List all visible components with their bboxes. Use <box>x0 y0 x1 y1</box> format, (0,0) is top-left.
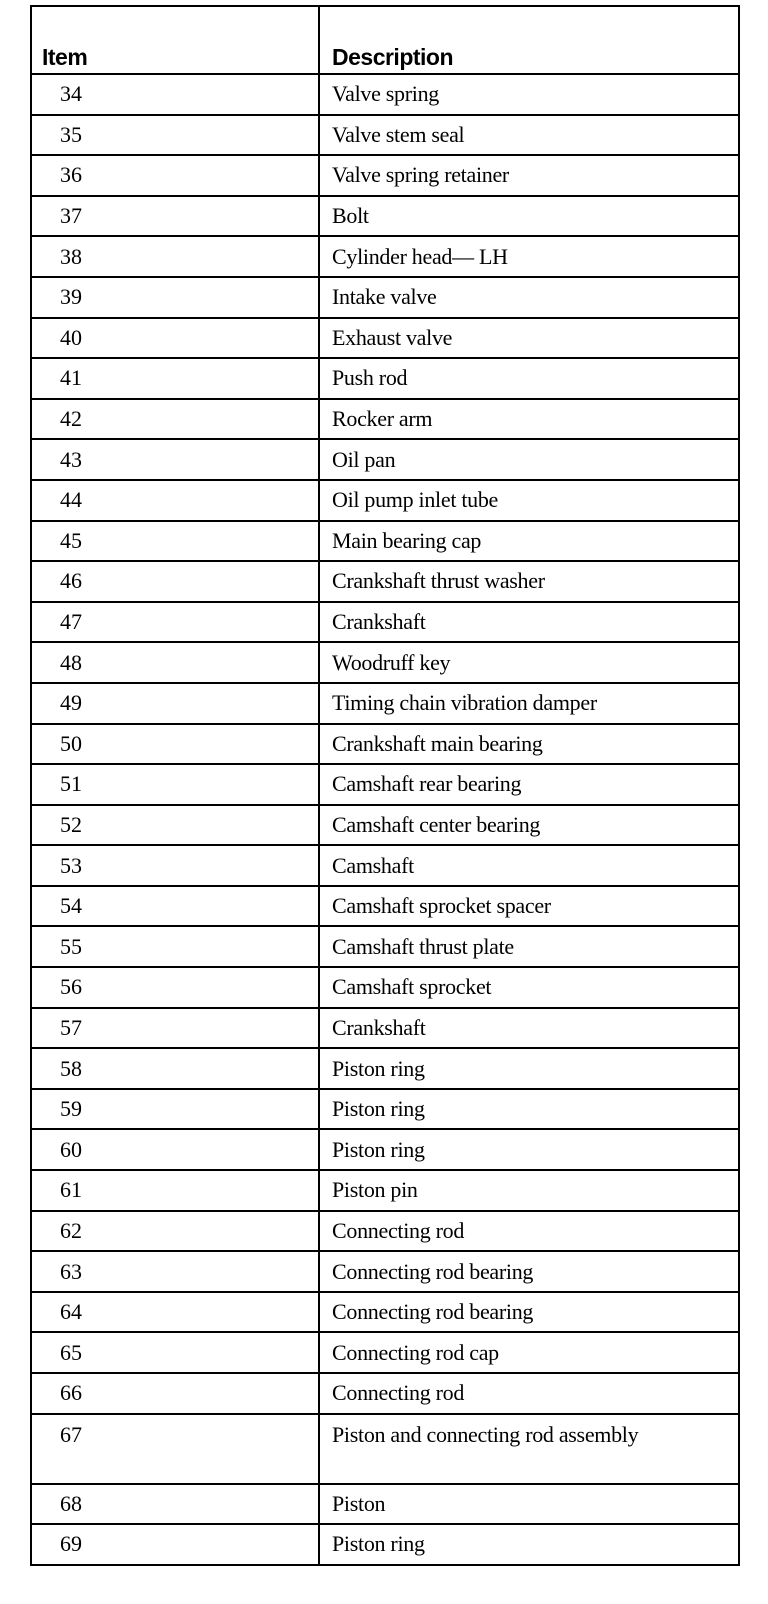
table-row <box>31 1089 739 1130</box>
table-row <box>31 1373 739 1414</box>
table-row <box>31 764 739 805</box>
description-cell: Woodruff key <box>319 642 739 683</box>
description-cell: Connecting rod cap <box>319 1332 739 1373</box>
item-number-cell: 46 <box>31 561 319 602</box>
description-cell: Main bearing cap <box>319 521 739 562</box>
description-cell: Bolt <box>319 196 739 237</box>
table-row <box>31 1484 739 1525</box>
description-cell: Oil pump inlet tube <box>319 480 739 521</box>
item-number-cell: 50 <box>31 724 319 765</box>
table-row <box>31 1170 739 1211</box>
description-cell: Piston ring <box>319 1129 739 1170</box>
table-row <box>31 1129 739 1170</box>
item-number-cell: 57 <box>31 1008 319 1049</box>
table-row <box>31 1332 739 1373</box>
table-row <box>31 399 739 440</box>
description-cell: Piston and connecting rod assembly <box>319 1414 739 1484</box>
item-number-cell: 45 <box>31 521 319 562</box>
parts-table <box>30 5 740 1566</box>
item-number-cell: 56 <box>31 967 319 1008</box>
table-row <box>31 196 739 237</box>
description-cell: Exhaust valve <box>319 318 739 359</box>
item-number-cell: 43 <box>31 439 319 480</box>
table-row <box>31 724 739 765</box>
description-cell: Oil pan <box>319 439 739 480</box>
item-number-cell: 60 <box>31 1129 319 1170</box>
description-cell: Crankshaft main bearing <box>319 724 739 765</box>
description-cell: Connecting rod bearing <box>319 1292 739 1333</box>
description-cell: Camshaft <box>319 845 739 886</box>
table-row <box>31 1048 739 1089</box>
item-number-cell: 51 <box>31 764 319 805</box>
table-row <box>31 1251 739 1292</box>
item-number-cell: 69 <box>31 1524 319 1565</box>
item-number-cell: 66 <box>31 1373 319 1414</box>
description-cell: Push rod <box>319 358 739 399</box>
item-number-cell: 67 <box>31 1414 319 1484</box>
table-row <box>31 74 739 115</box>
table-row <box>31 358 739 399</box>
table-row <box>31 642 739 683</box>
description-cell: Piston pin <box>319 1170 739 1211</box>
table-row <box>31 155 739 196</box>
item-number-cell: 41 <box>31 358 319 399</box>
description-cell: Piston <box>319 1484 739 1525</box>
table-row <box>31 439 739 480</box>
description-cell: Crankshaft thrust washer <box>319 561 739 602</box>
table-row <box>31 683 739 724</box>
item-number-cell: 61 <box>31 1170 319 1211</box>
table-row <box>31 521 739 562</box>
item-number-cell: 34 <box>31 74 319 115</box>
table-row <box>31 845 739 886</box>
description-cell: Valve spring <box>319 74 739 115</box>
table-row <box>31 236 739 277</box>
description-cell: Connecting rod bearing <box>319 1251 739 1292</box>
item-number-cell: 47 <box>31 602 319 643</box>
table-row <box>31 115 739 156</box>
description-cell: Crankshaft <box>319 1008 739 1049</box>
item-number-cell: 36 <box>31 155 319 196</box>
table-row <box>31 805 739 846</box>
item-number-cell: 54 <box>31 886 319 927</box>
item-number-cell: 38 <box>31 236 319 277</box>
item-number-cell: 58 <box>31 1048 319 1089</box>
description-cell: Timing chain vibration damper <box>319 683 739 724</box>
description-cell: Camshaft center bearing <box>319 805 739 846</box>
item-number-cell: 35 <box>31 115 319 156</box>
item-number-cell: 63 <box>31 1251 319 1292</box>
table-body <box>31 74 739 1565</box>
table-row <box>31 318 739 359</box>
description-cell: Camshaft sprocket spacer <box>319 886 739 927</box>
description-cell: Intake valve <box>319 277 739 318</box>
description-cell: Piston ring <box>319 1048 739 1089</box>
table-row <box>31 1414 739 1484</box>
table-row <box>31 886 739 927</box>
table-row <box>31 967 739 1008</box>
item-number-cell: 39 <box>31 277 319 318</box>
description-cell: Connecting rod <box>319 1373 739 1414</box>
description-cell: Camshaft sprocket <box>319 967 739 1008</box>
table-row <box>31 480 739 521</box>
table-row <box>31 277 739 318</box>
item-number-cell: 42 <box>31 399 319 440</box>
column-header-item: Item <box>31 6 319 74</box>
description-cell: Valve stem seal <box>319 115 739 156</box>
item-number-cell: 52 <box>31 805 319 846</box>
table-row <box>31 926 739 967</box>
item-number-cell: 40 <box>31 318 319 359</box>
column-header-description: Description <box>319 6 739 74</box>
item-number-cell: 55 <box>31 926 319 967</box>
description-cell: Valve spring retainer <box>319 155 739 196</box>
description-cell: Piston ring <box>319 1524 739 1565</box>
description-cell: Camshaft rear bearing <box>319 764 739 805</box>
item-number-cell: 65 <box>31 1332 319 1373</box>
item-number-cell: 64 <box>31 1292 319 1333</box>
table-row <box>31 1211 739 1252</box>
table-row <box>31 602 739 643</box>
description-cell: Cylinder head— LH <box>319 236 739 277</box>
table-row <box>31 1524 739 1565</box>
description-cell: Piston ring <box>319 1089 739 1130</box>
table-row <box>31 561 739 602</box>
item-number-cell: 68 <box>31 1484 319 1525</box>
table-row <box>31 1292 739 1333</box>
description-cell: Rocker arm <box>319 399 739 440</box>
item-number-cell: 44 <box>31 480 319 521</box>
item-number-cell: 49 <box>31 683 319 724</box>
item-number-cell: 62 <box>31 1211 319 1252</box>
table-header-row <box>31 6 739 74</box>
item-number-cell: 59 <box>31 1089 319 1130</box>
table-row <box>31 1008 739 1049</box>
description-cell: Crankshaft <box>319 602 739 643</box>
item-number-cell: 37 <box>31 196 319 237</box>
item-number-cell: 53 <box>31 845 319 886</box>
description-cell: Connecting rod <box>319 1211 739 1252</box>
description-cell: Camshaft thrust plate <box>319 926 739 967</box>
item-number-cell: 48 <box>31 642 319 683</box>
